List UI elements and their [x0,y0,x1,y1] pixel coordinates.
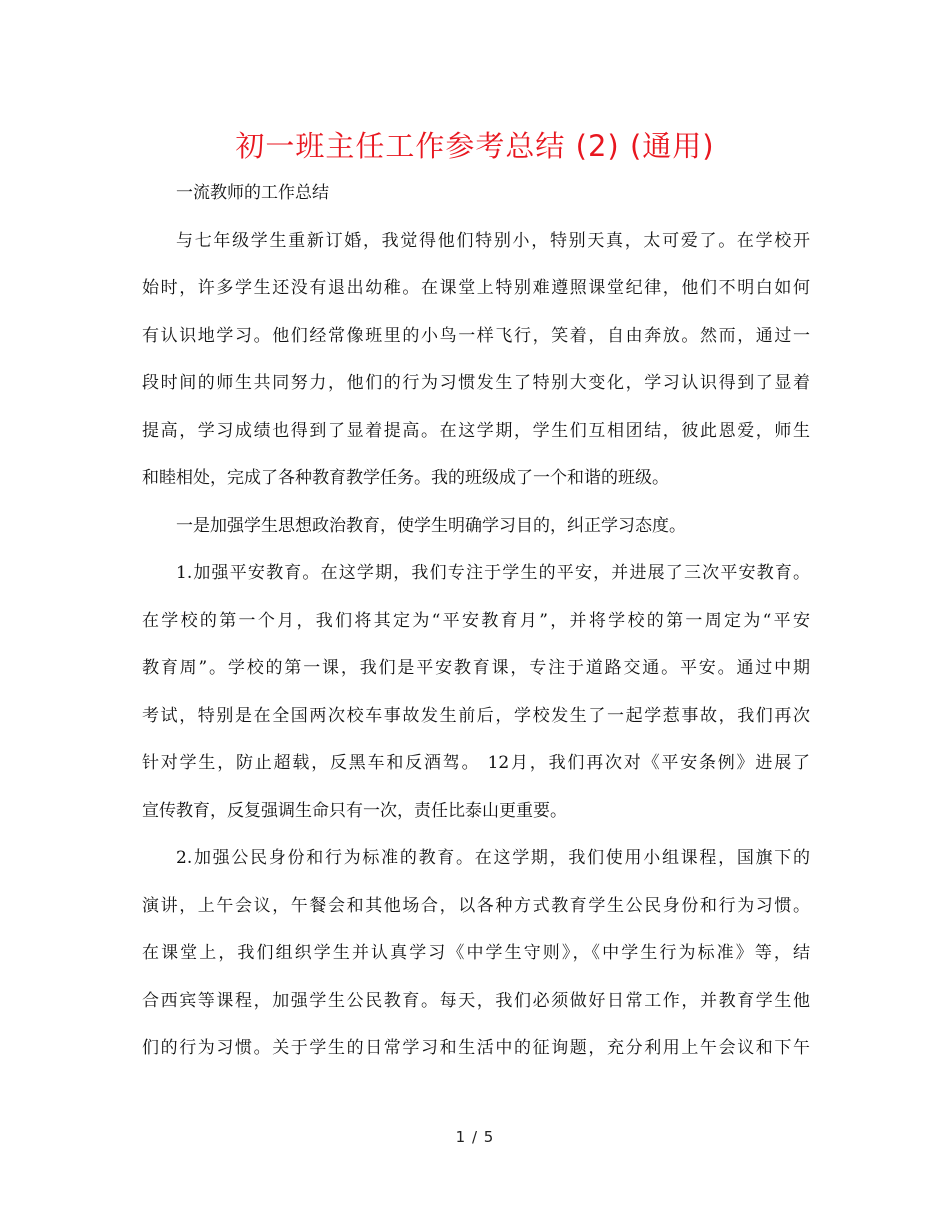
text-line: 针对学生，防止超载，反黑车和反酒驾。 12月，我们再次对《平安条例》进展了 [142,753,810,773]
text-line: 考试，特别是在全国两次校车事故发生前后，学校发生了一起学惹事故，我们再次 [142,705,810,726]
document-title: 初一班主任工作参考总结 (2) (通用) [235,129,715,163]
text-line: 教育周”。学校的第一课，我们是平安教育课，专注于道路交通。平安。通过中期 [142,658,810,678]
document-body [142,170,810,1073]
text-line: 有认识地学习。他们经常像班里的小鸟一样飞行，笑着，自由奔放。然而，通过一 [142,325,810,346]
text-line: 段时间的师生共同努力，他们的行为习惯发生了特别大变化，学习认识得到了显着 [142,373,810,393]
text-line: 在课堂上，我们组织学生并认真学习《中学生守则》，《中学生行为标准》等，结 [142,943,810,963]
text-line: 演讲，上午会议，午餐会和其他场合，以各种方式教育学生公民身份和行为习惯。 [142,895,810,916]
text-line: 与七年级学生重新订婚，我觉得他们特别小，特别天真，太可爱了。在学校开 [176,230,810,251]
text-line: 一流教师的工作总结 [176,183,329,203]
text-line: 1.加强平安教育。在这学期，我们专注于学生的平安，并进展了三次平安教育。 [176,563,810,583]
text-line: 在学校的第一个月，我们将其定为“平安教育月”，并将学校的第一周定为“平安 [142,610,810,631]
text-line: 和睦相处，完成了各种教育教学任务。我的班级成了一个和谐的班级。 [142,468,669,488]
text-line: 一是加强学生思想政治教育，使学生明确学习目的，纠正学习态度。 [176,515,686,536]
text-line: 2.加强公民身份和行为标准的教育。在这学期，我们使用小组课程，国旗下的 [176,848,810,868]
text-line: 宣传教育，反复强调生命只有一次，责任比泰山更重要。 [142,800,567,821]
text-line: 们的行为习惯。关于学生的日常学习和生活中的征询题，充分利用上午会议和下午 [142,1038,810,1058]
page-number: 1 / 5 [455,1128,495,1146]
text-line: 始时，许多学生还没有退出幼稚。在课堂上特别难遵照课堂纪律，他们不明白如何 [142,278,810,298]
text-line: 合西宾等课程，加强学生公民教育。每天，我们必须做好日常工作，并教育学生他 [142,990,810,1011]
text-line: 提高，学习成绩也得到了显着提高。在这学期，学生们互相团结，彼此恩爱，师生 [142,420,810,441]
